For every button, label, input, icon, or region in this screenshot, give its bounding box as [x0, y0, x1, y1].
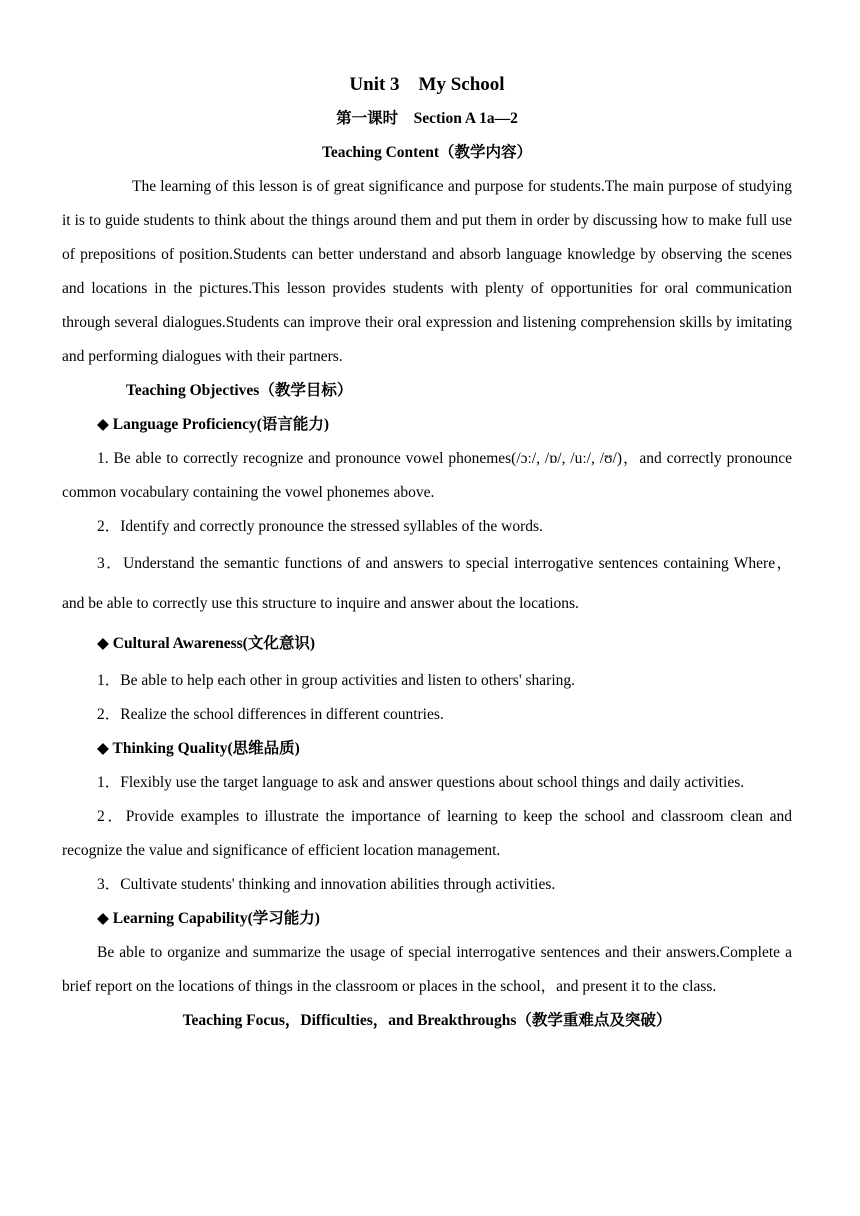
- language-item-1: 1. Be able to correctly recognize and pronounce vowel phonemes(/ɔː/, /ɒ/, /uː/, /ʊ/)，and correctly pronounce common vocabulary containing the vowel phonemes above.: [62, 450, 792, 501]
- teaching-content-heading: Teaching Content（教学内容）: [322, 144, 532, 161]
- cultural-item-1: 1．Be able to help each other in group activities and listen to others' sharing.: [97, 672, 576, 689]
- teaching-focus-heading: Teaching Focus，Difficulties，and Breakthroughs（教学重难点及突破）: [182, 1012, 672, 1029]
- section-subtitle: 第一课时 Section A 1a—2: [336, 110, 518, 127]
- learning-item-1: Be able to organize and summarize the usage of special interrogative sentences and their answers.Complete a brief report on the locations of things in the classroom or places in the school，and present it to the class.: [62, 944, 792, 995]
- language-proficiency-heading: ◆ Language Proficiency(语言能力): [97, 416, 330, 433]
- thinking-item-1: 1．Flexibly use the target language to ask and answer questions about school things and daily activities.: [97, 774, 745, 791]
- thinking-quality-heading: ◆ Thinking Quality(思维品质): [97, 740, 300, 757]
- cultural-item-2: 2．Realize the school differences in different countries.: [97, 706, 444, 723]
- document-page: [62, 68, 792, 1038]
- language-item-3: 3．Understand the semantic functions of and answers to special interrogative sentences containing Where，and be able to correctly use this structure to inquire and answer about the locations.: [62, 555, 792, 612]
- unit-title: Unit 3 My School: [349, 74, 505, 95]
- teaching-objectives-heading: Teaching Objectives（教学目标）: [126, 382, 353, 399]
- thinking-item-2: 2．Provide examples to illustrate the importance of learning to keep the school and classroom clean and recognize the value and significance of efficient location management.: [62, 808, 792, 859]
- teaching-content-paragraph: The learning of this lesson is of great significance and purpose for students.The main purpose of studying it is to guide students to think about the things around them and put them in order by discussing how to make full use of prepositions of position.Students can better understand and absorb language knowledge by observing the scenes and locations in the pictures.This lesson provides students with plenty of opportunities for oral communication through several dialogues.Students can improve their oral expression and listening comprehension skills by imitating and performing dialogues with their partners.: [62, 178, 792, 365]
- thinking-item-3: 3．Cultivate students' thinking and innovation abilities through activities.: [97, 876, 556, 893]
- cultural-awareness-heading: ◆ Cultural Awareness(文化意识): [97, 635, 316, 652]
- learning-capability-heading: ◆ Learning Capability(学习能力): [97, 910, 320, 927]
- language-item-2: 2．Identify and correctly pronounce the stressed syllables of the words.: [97, 518, 543, 535]
